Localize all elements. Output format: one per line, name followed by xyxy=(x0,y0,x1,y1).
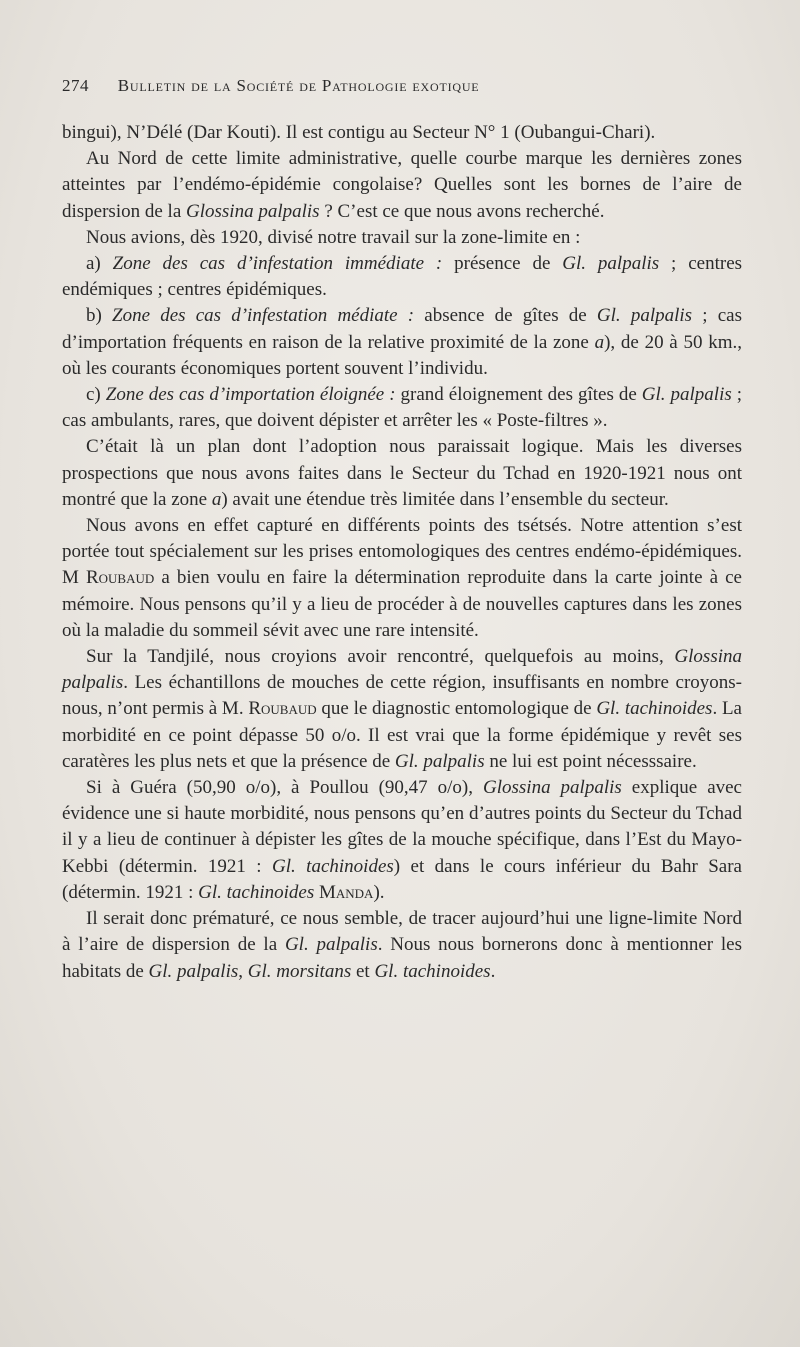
running-title: Bulletin de la Société de Pathologie exotique xyxy=(117,76,480,95)
italic-run: a xyxy=(211,488,222,510)
italic-run: Gl. morsitans xyxy=(247,960,352,982)
italic-run: Gl. palpalis xyxy=(394,750,485,772)
italic-run: Zone des cas d’infestation immédiate : xyxy=(112,253,443,275)
italic-run: Gl. palpalis xyxy=(148,960,239,982)
paragraph: bingui), N’Délé (Dar Kouti). Il est contigu au Secteur N° 1 (Oubangui-Chari). xyxy=(62,122,656,143)
paragraph: Il serait donc prématuré, ce nous semble, de tracer aujourd’hui une ligne-limite Nord à l’aire de dispersion de la Gl. palpalis. Nous nous bornerons donc à mentionner les habitats de Gl. palpalis, Gl. morsitans et Gl. tachinoides. xyxy=(62,908,742,982)
italic-run: Gl. tachinoides xyxy=(198,881,315,903)
italic-run: Gl. palpalis xyxy=(596,305,693,327)
italic-run: Gl. tachinoides xyxy=(374,960,491,982)
running-header xyxy=(62,76,742,96)
italic-run: Gl. tachinoides xyxy=(596,698,713,720)
italic-run: Glossina palpalis xyxy=(483,777,622,799)
small-caps-run: Roubaud xyxy=(85,567,155,589)
italic-run: Gl. tachinoides xyxy=(272,855,394,877)
small-caps-run: Roubaud xyxy=(248,698,317,720)
italic-run: Glossina palpalis xyxy=(62,646,742,694)
paragraph: b) Zone des cas d’infestation médiate : absence de gîtes de Gl. palpalis ; cas d’importation fréquents en raison de la relative proximité de la zone a), de 20 à 50 km., où les courants économiques portent souvent l’individu. xyxy=(62,305,742,379)
paragraph: c) Zone des cas d’importation éloignée : grand éloignement des gîtes de Gl. palpalis ; cas ambulants, rares, que doivent dépister et arrêter les « Poste-filtres ». xyxy=(62,384,743,432)
article-body xyxy=(62,120,742,985)
italic-run: Zone des cas d’importation éloignée : xyxy=(105,384,396,406)
italic-run: Gl. palpalis xyxy=(562,253,660,275)
paragraph: C’était là un plan dont l’adoption nous paraissait logique. Mais les diverses prospections que nous avons faites dans le Secteur du Tchad en 1920-1921 nous ont montré que la zone a) avait une étendue très limitée dans l’ensemble du secteur. xyxy=(62,436,742,510)
paragraph: Nous avons en effet capturé en différents points des tsétsés. Notre attention s’est portée tout spécialement sur les prises entomologiques des centres endémo-épidémiques. M Roubaud a bien voulu en faire la détermination reproduite dans la carte jointe à ce mémoire. Nous pensons qu’il y a lieu de procéder à de nouvelles captures dans les zones où la maladie du sommeil sévit avec une rare intensité. xyxy=(62,515,742,641)
italic-run: Gl. palpalis xyxy=(284,934,378,956)
small-caps-run: Manda xyxy=(319,881,374,903)
italic-run: Glossina palpalis xyxy=(186,200,320,222)
paragraph: a) Zone des cas d’infestation immédiate : présence de Gl. palpalis ; centres endémiques ; centres épidémiques. xyxy=(62,253,743,301)
paragraph: Si à Guéra (50,90 o/o), à Poullou (90,47 o/o), Glossina palpalis explique avec évidence une si haute morbidité, nous pensons qu’en d’autres points du Secteur du Tchad il y a lieu de continuer à dépister les gîtes de la mouche spécifique, dans l’Est du Mayo-Kebbi (détermin. 1921 : Gl. tachinoides) et dans le cours inférieur du Bahr Sara (détermin. 1921 : Gl. tachinoides Manda). xyxy=(62,777,742,903)
italic-run: Gl. palpalis xyxy=(641,384,732,406)
paragraph: Sur la Tandjilé, nous croyions avoir rencontré, quelquefois au moins, Glossina palpalis. Les échantillons de mouches de cette région, insuffisants en nombre croyons-nous, n’ont permis à M. Roubaud que le diagnostic entomologique de Gl. tachinoides. La morbidité en ce point dépasse 50 o/o. Il est vrai que la forme épidémique y revêt ses caratères les plus nets et que la présence de Gl. palpalis ne lui est point nécesssaire. xyxy=(62,646,742,772)
paragraph: Au Nord de cette limite administrative, quelle courbe marque les dernières zones atteintes par l’endémo-épidémie congolaise? Quelles sont les bornes de l’aire de dispersion de la Glossina palpalis ? C’est ce que nous avons recherché. xyxy=(62,148,742,222)
page-number: 274 xyxy=(62,76,89,95)
italic-run: Zone des cas d’infestation médiate : xyxy=(112,305,415,327)
italic-run: a xyxy=(594,331,605,353)
paragraph: Nous avions, dès 1920, divisé notre travail sur la zone-limite en : xyxy=(86,226,581,248)
